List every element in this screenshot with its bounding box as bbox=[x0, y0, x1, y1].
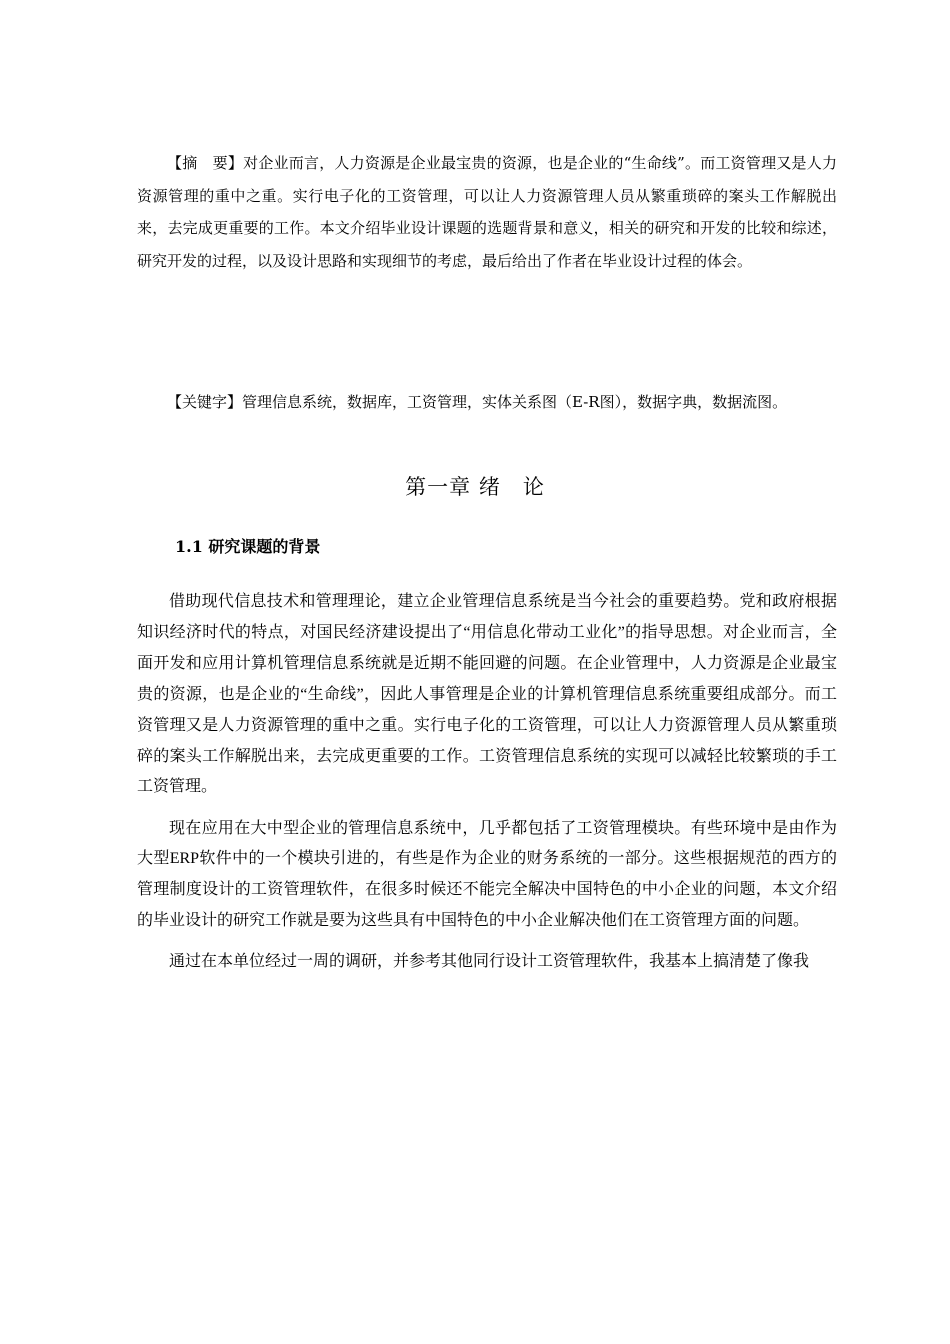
abstract-paragraph: 【摘 要】对企业而言，人力资源是企业最宝贵的资源，也是企业的“生命线”。而工资管理又是人力资源管理的重中之重。实行电子化的工资管理，可以让人力资源管理人员从繁重琐碎的案头工作解脱出来，去完成更重要的工作。本文介绍毕业设计课题的选题背景和意义，相关的研究和开发的比较和综述，研究开发的过程，以及设计思路和实现细节的考虑，最后给出了作者在毕业设计过程的体会。 bbox=[137, 154, 837, 270]
body-paragraph: 通过在本单位经过一周的调研，并参考其他同行设计工资管理软件，我基本上搞清楚了像我 bbox=[169, 953, 810, 971]
body-paragraph: 借助现代信息技术和管理理论，建立企业管理信息系统是当今社会的重要趋势。党和政府根据知识经济时代的特点，对国民经济建设提出了“用信息化带动工业化”的指导思想。对企业而言，全面开发和应用计算机管理信息系统就是近期不能回避的问题。在企业管理中，人力资源是企业最宝贵的资源，也是企业的“生命线”，因此人事管理是企业的计算机管理信息系统重要组成部分。而工资管理又是人力资源管理的重中之重。实行电子化的工资管理，可以让人力资源管理人员从繁重琐碎的案头工作解脱出来，去完成更重要的工作。工资管理信息系统的实现可以减轻比较繁琐的手工工资管理。 bbox=[137, 593, 837, 796]
chapter-title: 第一章 绪 论 bbox=[405, 475, 545, 499]
body-text bbox=[137, 587, 837, 978]
section-title: 1.1 研究课题的背景 bbox=[175, 537, 321, 556]
keywords-line: 【关键字】管理信息系统，数据库，工资管理，实体关系图（E-R图），数据字典，数据流图。 bbox=[167, 393, 788, 411]
body-paragraph: 现在应用在大中型企业的管理信息系统中，几乎都包括了工资管理模块。有些环境中是由作为大型ERP软件中的一个模块引进的，有些是作为企业的财务系统的一部分。这些根据规范的西方的管理制度设计的工资管理软件，在很多时候还不能完全解决中国特色的中小企业的问题，本文介绍的毕业设计的研究工作就是要为这些具有中国特色的中小企业解决他们在工资管理方面的问题。 bbox=[137, 819, 837, 930]
